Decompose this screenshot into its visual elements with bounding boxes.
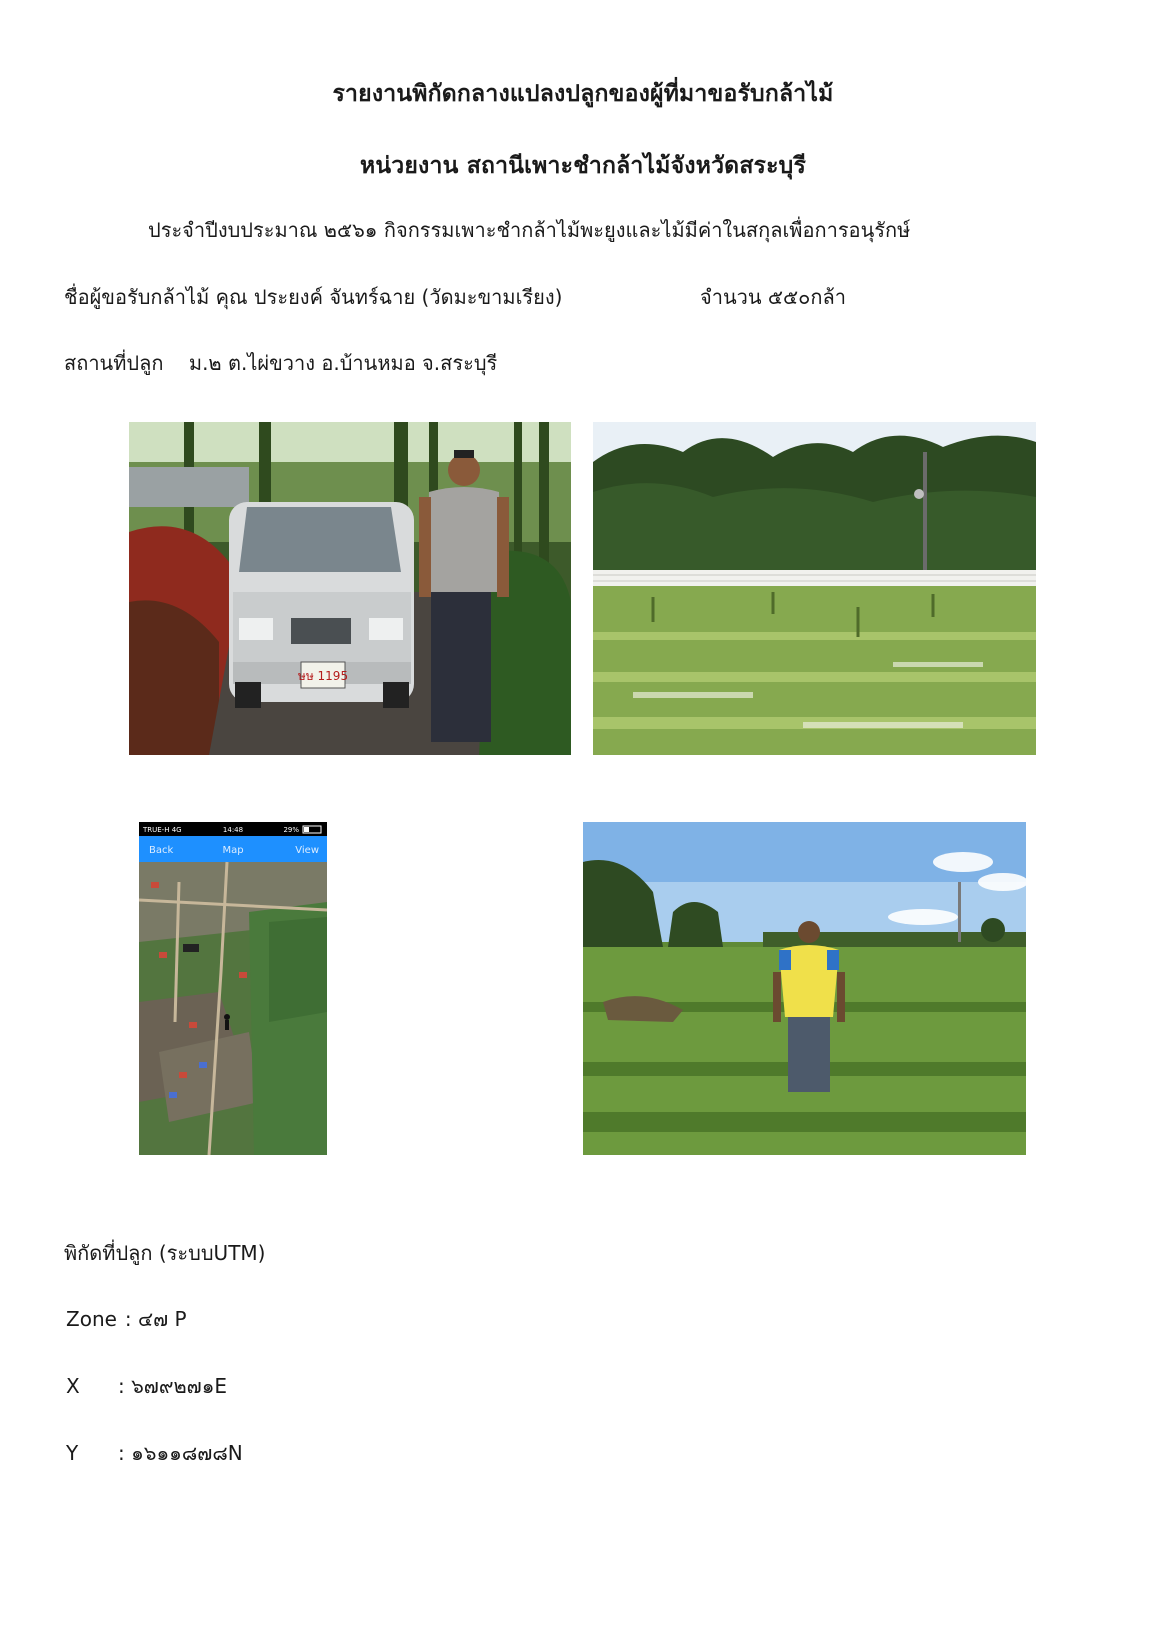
photo-man-in-field [583,822,1026,1155]
x-label: X [66,1374,80,1398]
report-title: รายงานพิกัดกลางแปลงปลูกของผู้ที่มาขอรับกล้าไม้ [332,81,834,107]
quantity-line: จำนวน ๕๕๐กล้า [700,285,846,309]
agency-title: หน่วยงาน สถานีเพาะชำกล้าไม้จังหวัดสระบุรี [359,153,807,179]
x-value: : ๖๗๙๒๗๑E [118,1374,228,1398]
photo-planting-field [593,422,1036,755]
satellite-map[interactable] [139,862,327,1155]
photo-phone-map [139,822,327,1155]
y-row [66,1437,243,1469]
applicant-line: ชื่อผู้ขอรับกล้าไม้ คุณ ประยงค์ จันทร์ฉาย (วัดมะขามเรียง) [64,285,563,309]
nav-back-button[interactable]: Back [149,845,174,856]
status-time: 14:48 [222,826,244,834]
coords-heading: พิกัดที่ปลูก (ระบบUTM) [64,1241,266,1265]
zone-row [66,1303,187,1335]
budget-line: ประจำปีงบประมาณ ๒๕๖๑ กิจกรรมเพาะชำกล้าไม้พะยูงและไม้มีค่าในสกุลเพื่อการอนุรักษ์ [148,218,911,242]
license-plate: ษษ 1195 [297,669,349,683]
zone-label: Zone [66,1307,117,1331]
nav-view-button[interactable]: View [295,845,319,856]
photo-man-with-truck [129,422,571,755]
status-carrier: TRUE-H 4G [143,826,182,834]
y-value: : ๑๖๑๑๘๗๘N [118,1441,243,1465]
x-row [66,1370,227,1402]
zone-value: : ๔๗ P [124,1307,187,1331]
nav-title: Map [222,845,244,856]
location-line: สถานที่ปลูก ม.๒ ต.ไผ่ขวาง อ.บ้านหมอ จ.สระบุรี [64,351,498,375]
y-label: Y [66,1441,79,1465]
status-battery: 29% [283,826,299,834]
truck [229,502,414,708]
